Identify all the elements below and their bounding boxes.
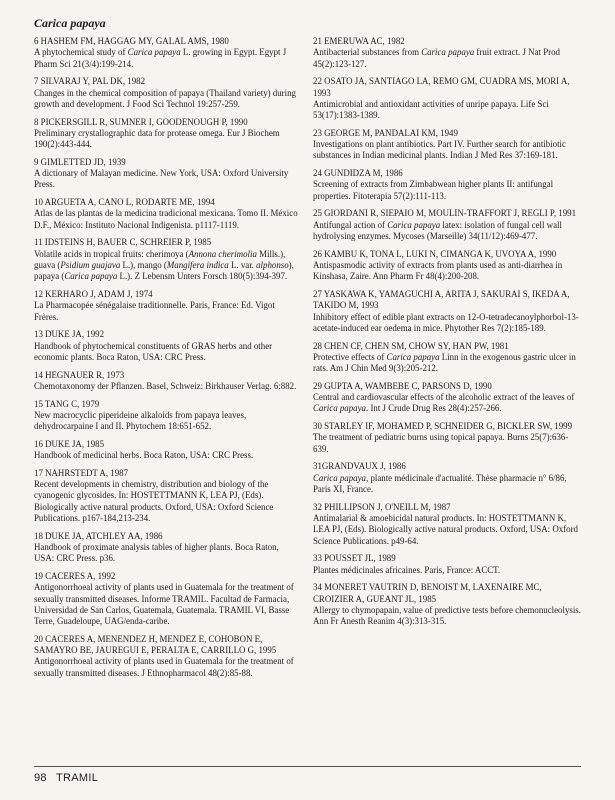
reference-citation: The treatment of pediatric burns using topical papaya. Burns 25(7):636-639. [313, 432, 569, 454]
reference-authors: 7 SILVARAJ Y, PAL DK, 1982 [34, 76, 146, 87]
reference-citation: Antibacterial substances from Carica papaya fruit extract. J Nat Prod 45(2):123-127. [313, 47, 560, 69]
reference-authors: 27 YASKAWA K, YAMAGUCHI A, ARITA J, SAKURAI S, IKEDA A, TAKIDO M, 1993 [313, 288, 570, 311]
reference-entry [34, 289, 298, 323]
reference-authors: 31GRANDVAUX J, 1986 [313, 461, 406, 472]
reference-entry [34, 370, 298, 393]
reference-authors: 8 PICKERSGILL R, SUMNER I, GOODENOUGH P, 1990 [34, 116, 248, 127]
reference-entry [34, 634, 298, 679]
reference-citation: Central and cardiovascular effects of the alcoholic extract of the leaves of Carica papaya. Int J Crude Drug Res 28(4):257-266. [313, 392, 575, 414]
reference-citation: Plantes médicinales africaines. Paris, France: ACCT. [313, 564, 501, 575]
reference-citation: Investigations on plant antibiotics. Part IV. Further search for antibiotic substances in Indian medicinal plants. Indian J Med Res 37:169-181. [313, 139, 566, 161]
reference-citation: Antigonorrhoeal activity of plants used in Guatemala for the treatment of sexually transmitted diseases. Informe TRAMIL. Facultad de Farmacia, Universidad de San Carlos, Guatemala, Guatemala. TRAMIL VI, Basse Terre, Guadeloupe, UAG/enda-caribe. [34, 582, 294, 627]
reference-citation: Antigonorrhoeal activity of plants used in Guatemala for the treatment of sexually transmitted diseases. J Ethnopharmacol 48(2):85-88. [34, 656, 294, 678]
reference-entry [34, 399, 298, 433]
reference-citation: Carica papaya, plante médicinale d'actualité. Thèse pharmacie n° 6/86, Paris XI, France. [313, 472, 567, 494]
reference-citation: Handbook of phytochemical constituents of GRAS herbs and other economic plants. Boca Raton, USA: CRC Press. [34, 340, 273, 362]
reference-citation: Chemotaxonomy der Pflanzen. Basel, Schweiz: Birkhauser Verlag. 6:882. [34, 380, 297, 391]
reference-entry [34, 531, 298, 565]
reference-authors: 10 ARGUETA A, CANO L, RODARTE ME, 1994 [34, 197, 215, 208]
reference-entry [313, 381, 583, 415]
reference-entry [34, 157, 298, 191]
reference-citation: Handbook of proximate analysis tables of higher plants. Boca Raton, USA: CRC Press. p36. [34, 541, 279, 564]
reference-citation: Recent developments in chemistry, distribution and biology of the cyanogenic glycosides. In: HOSTETTMANN K, LEA PJ, (Eds). Biologically active natural products. Oxford, USA: Oxford Science Publications. p167-184,213-234. [34, 479, 274, 523]
reference-authors: 15 TANG C, 1979 [34, 398, 100, 409]
reference-citation: Antimalarial & amoebicidal natural products. In: HOSTETTMANN K, LEA PJ, (Eds). Biologically active natural products. Oxford, USA: Oxford Science Publications. p49-64. [313, 512, 578, 546]
reference-authors: 17 NAHRSTEDT A, 1987 [34, 467, 129, 478]
reference-entry [313, 36, 583, 70]
reference-authors: 19 CACERES A, 1992 [34, 570, 116, 581]
reference-authors: 13 DUKE JA, 1992 [34, 329, 105, 340]
reference-entry [313, 128, 583, 162]
reference-authors: 20 CACERES A, MENENDEZ H, MENDEZ E, COHOBON E, SAMAYRO BE, JAUREGUI E, PERALTA E, CARRILLO G, 1995 [34, 633, 277, 656]
page-header-title: Carica papaya [34, 16, 106, 30]
reference-entry [313, 249, 583, 283]
reference-citation: Antispasmodic activity of extracts from plants used as anti-diarrhea in Kinshasa, Zaire. Ann Pharm Fr 48(4):200-208. [313, 260, 563, 282]
reference-entry [313, 461, 583, 495]
reference-citation: Handbook of medicinal herbs. Boca Raton, USA: CRC Press. [34, 450, 254, 461]
reference-citation: A dictionary of Malayan medicine. New York, USA: Oxford University Press. [34, 168, 289, 190]
reference-authors: 6 HASHEM FM, HAGGAG MY, GALAL AMS, 1980 [34, 36, 229, 46]
page-number: 98 [34, 772, 47, 784]
reference-citation: La Pharmacopée sénégalaise traditionnelle. Paris, France: Ed. Vigot Frères. [34, 300, 275, 322]
reference-entry [34, 237, 298, 282]
reference-entry [313, 341, 583, 375]
reference-entry [34, 76, 298, 110]
reference-entry [313, 76, 583, 121]
reference-authors: 24 GUNDIDZA M, 1986 [313, 168, 403, 179]
reference-entry [313, 553, 583, 576]
reference-authors: 23 GEORGE M, PANDALAI KM, 1949 [313, 127, 458, 138]
reference-entry [34, 329, 298, 363]
reference-authors: 25 GIORDANI R, SIEPAIO M, MOULIN-TRAFFORT J, REGLI P, 1991 [313, 208, 577, 219]
reference-citation: Screening of extracts from Zimbabwean higher plants II: antifungal properties. Fitoterapia 57(2):111-113. [313, 179, 554, 201]
reference-authors: 33 POUSSET JL, 1989 [313, 553, 396, 564]
reference-entry [34, 117, 298, 151]
publisher-name: TRAMIL [56, 772, 99, 784]
reference-authors: 18 DUKE JA, ATCHLEY AA, 1986 [34, 530, 163, 541]
reference-entry [34, 468, 298, 524]
reference-entry [313, 421, 583, 455]
reference-citation: Protective effects of Carica papaya Linn in the exogenous gastric ulcer in rats. Am J Chin Med 9(3):205-212. [313, 351, 576, 374]
reference-entry [34, 571, 298, 627]
reference-entry [34, 36, 298, 70]
reference-entry [313, 582, 583, 627]
reference-citation: Antifungal action of Carica papaya latex: isolation of fungal cell wall hydrolysing enzymes. Mycoses (Marseille) 34(11/12):469-477. [313, 219, 562, 242]
footer-divider [34, 766, 581, 767]
reference-entry [313, 208, 583, 242]
reference-citation: Allergy to chymopapain, value of predictive tests before chemonucleolysis. Ann Fr Anesth Reanim 4(3):313-315. [313, 604, 581, 627]
page-footer [34, 772, 104, 784]
reference-citation: Volatile acids in tropical fruits: cherimoya (Annona cherimolia Mills.), guava (Psidium guajava L.), mango (Mangifera indica L. var. alphonso), papaya (Carica papaya L.). Z Lebensm Unters Forsch 180(5):394-397. [34, 248, 294, 282]
reference-entry [34, 439, 298, 462]
reference-authors: 11 IDSTEINS H, BAUER C, SCHREIER P, 1985 [34, 237, 212, 248]
reference-citation: Atlas de las plantas de la medicina tradicional mexicana. Tomo II. México D.F., México: Instituto Nacional Indigenista. p1117-1119. [34, 208, 298, 230]
reference-entry [313, 168, 583, 202]
references-left-column [34, 36, 298, 685]
reference-citation: Antimicrobial and antioxidant activities of unripe papaya. Life Sci 53(17):1383-1389. [313, 98, 549, 121]
reference-authors: 34 MONERET VAUTRIN D, BENOIST M, LAXENAIRE MC, CROIZIER A, GUEANT JL, 1985 [313, 582, 542, 604]
reference-authors: 22 OSATO JA, SANTIAGO LA, REMO GM, CUADRA MS, MORI A, 1993 [313, 76, 570, 98]
reference-authors: 29 GUPTA A, WAMBEBE C, PARSONS D, 1990 [313, 380, 492, 391]
reference-authors: 16 DUKE JA, 1985 [34, 438, 105, 449]
references-right-column [313, 36, 583, 634]
reference-citation: New macrocyclic piperideine alkaloids from papaya leaves, dehydrocarpaine I and II. Phytochem 18:651-652. [34, 409, 247, 432]
reference-entry [34, 197, 298, 231]
reference-authors: 28 CHEN CF, CHEN SM, CHOW SY, HAN PW, 1981 [313, 340, 509, 351]
reference-entry [313, 502, 583, 547]
reference-citation: Inhibitory effect of edible plant extracts on 12-O-tetradecanoylphorbol-13-acetate-induced ear oedema in mice. Phytother Res 7(2):185-189. [313, 311, 579, 333]
reference-entry [313, 289, 583, 334]
reference-citation: Preliminary crystallographic data for protease omega. Eur J Biochem 190(2):443-444. [34, 127, 280, 150]
reference-authors: 26 KAMBU K, TONA L, LUKI N, CIMANGA K, UVOYA A, 1990 [313, 248, 557, 259]
reference-authors: 21 EMERUWA AC, 1982 [313, 36, 405, 46]
reference-authors: 32 PHILLIPSON J, O'NEILL M, 1987 [313, 501, 451, 512]
reference-authors: 9 GIMLETTED JD, 1939 [34, 156, 126, 167]
reference-authors: 14 HEGNAUER R, 1973 [34, 369, 125, 380]
reference-authors: 30 STARLEY IF, MOHAMED P, SCHNEIDER G, BICKLER SW, 1999 [313, 421, 573, 432]
reference-authors: 12 KERHARO J, ADAM J, 1974 [34, 288, 153, 299]
reference-citation: A phytochemical study of Carica papaya L. growing in Egypt. Egypt J Pharm Sci 21(3/4):199-214. [34, 47, 287, 69]
reference-citation: Changes in the chemical composition of papaya (Thailand variety) during growth and development. J Food Sci Technol 19:257-259. [34, 87, 296, 109]
